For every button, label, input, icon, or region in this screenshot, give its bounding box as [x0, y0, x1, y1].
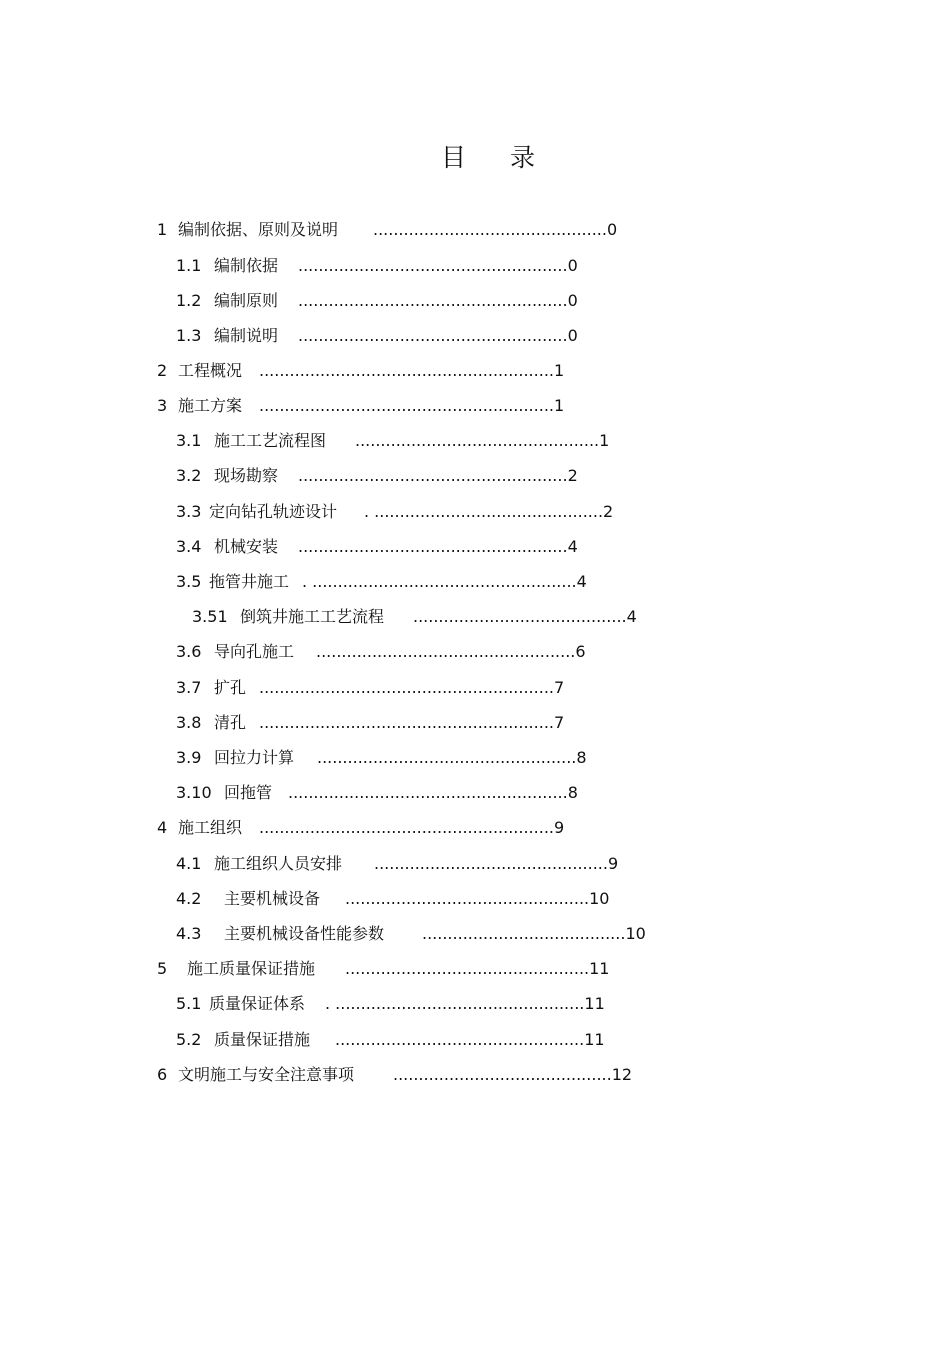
- toc-entry-number: 4.3: [176, 924, 202, 943]
- toc-entry-text: 施工方案: [178, 396, 243, 415]
- toc-entry-page: 10: [625, 924, 646, 943]
- toc-entry-number: 6: [157, 1065, 168, 1084]
- toc-entry-leader: ...........................................: [393, 1065, 612, 1084]
- toc-entry-number: 3.9: [176, 748, 202, 767]
- toc-entry[interactable]: [176, 992, 605, 1016]
- toc-entry-page: 7: [553, 713, 565, 732]
- toc-entry[interactable]: [157, 394, 564, 418]
- toc-entry-page: 6: [575, 642, 586, 661]
- toc-entry-text: 施工组织: [178, 818, 243, 837]
- toc-entry[interactable]: [176, 711, 564, 735]
- toc-entry-page: 8: [576, 748, 587, 767]
- toc-entry-page: 1: [553, 396, 565, 415]
- toc-entry-page: 1: [599, 431, 610, 450]
- toc-entry-number: 4: [157, 818, 168, 837]
- toc-entry-leader: ........................................: [422, 924, 626, 943]
- toc-entry-page: 4: [576, 572, 587, 591]
- toc-entry-text: 施工工艺流程图: [214, 431, 327, 450]
- toc-entry[interactable]: [176, 464, 578, 488]
- toc-entry-leader: . .............................................: [364, 502, 604, 521]
- toc-entry[interactable]: [176, 746, 587, 770]
- toc-entry-text: 机械安装: [214, 537, 279, 556]
- toc-entry-leader: .................................................: [335, 1030, 585, 1049]
- toc-entry-text: 主要机械设备: [224, 889, 321, 908]
- toc-entry-text: 编制说明: [214, 326, 279, 345]
- toc-entry-number: 5: [157, 959, 168, 978]
- toc-entry-leader: ...................................................: [316, 642, 576, 661]
- toc-entry[interactable]: [176, 887, 609, 911]
- toc-entry-page: 4: [567, 537, 578, 556]
- toc-entry-number: 3.5: [176, 572, 202, 591]
- toc-entry-number: 1.2: [176, 291, 202, 310]
- toc-entry-leader: ..........................................................: [259, 361, 554, 380]
- toc-entry[interactable]: [176, 500, 613, 524]
- toc-entry[interactable]: [157, 218, 617, 242]
- toc-entry-leader: .....................................................: [298, 326, 568, 345]
- toc-entry[interactable]: [157, 816, 564, 840]
- toc-entry-page: 11: [584, 994, 605, 1013]
- toc-entry-number: 5.2: [176, 1030, 202, 1049]
- toc-entry-number: 4.2: [176, 889, 202, 908]
- toc-entry-leader: . ....................................................: [302, 572, 577, 591]
- title-char-2: 录: [510, 143, 536, 172]
- toc-entry-leader: ..........................................: [413, 607, 627, 626]
- toc-entry-number: 3.1: [176, 431, 202, 450]
- toc-entry-number: 3: [157, 396, 168, 415]
- toc-entry-page: 2: [567, 466, 578, 485]
- toc-entry-number: 1: [157, 220, 168, 239]
- toc-entry-leader: ..........................................................: [259, 713, 554, 732]
- toc-entry-page: 0: [567, 326, 578, 345]
- toc-entry-number: 1.1: [176, 256, 202, 275]
- toc-entry-text: 施工组织人员安排: [214, 854, 343, 873]
- toc-entry-page: 7: [553, 678, 565, 697]
- toc-entry[interactable]: [157, 1063, 632, 1087]
- toc-entry-text: 工程概况: [178, 361, 243, 380]
- toc-entry-page: 4: [626, 607, 637, 626]
- toc-entry-number: 3.8: [176, 713, 202, 732]
- toc-entry-leader: ..............................................: [374, 854, 608, 873]
- toc-entry[interactable]: [157, 957, 609, 981]
- toc-entry-leader: . .................................................: [325, 994, 585, 1013]
- toc-entry[interactable]: [176, 289, 578, 313]
- toc-entry-leader: ..............................................: [373, 220, 607, 239]
- toc-entry-number: 1.3: [176, 326, 202, 345]
- toc-entry[interactable]: [176, 254, 578, 278]
- toc-entry-text: 施工质量保证措施: [187, 959, 316, 978]
- toc-entry-leader: ..........................................................: [259, 818, 554, 837]
- toc-entry-page: 11: [589, 959, 610, 978]
- toc-entry[interactable]: [176, 429, 609, 453]
- toc-entry-text: 拖管井施工: [209, 572, 290, 591]
- toc-entry-page: 9: [553, 818, 565, 837]
- toc-entry[interactable]: [176, 640, 586, 664]
- toc-entry-number: 4.1: [176, 854, 202, 873]
- toc-entry-number: 3.7: [176, 678, 202, 697]
- toc-entry-page: 0: [606, 220, 618, 239]
- toc-entry-leader: .....................................................: [298, 256, 568, 275]
- toc-entry-page: 8: [567, 783, 578, 802]
- toc-entry[interactable]: [176, 781, 578, 805]
- toc-entry-leader: ................................................: [345, 959, 590, 978]
- toc-entry-page: 0: [567, 291, 578, 310]
- toc-entry-text: 定向钻孔轨迹设计: [209, 502, 338, 521]
- toc-entry[interactable]: [176, 676, 564, 700]
- toc-entry-leader: ...................................................: [317, 748, 577, 767]
- toc-entry-leader: .....................................................: [298, 537, 568, 556]
- toc-entry[interactable]: [176, 1028, 605, 1052]
- toc-entry[interactable]: [176, 535, 578, 559]
- toc-entry-text: 扩孔: [214, 678, 247, 697]
- toc-entry-text: 主要机械设备性能参数: [224, 924, 385, 943]
- toc-entry-page: 9: [607, 854, 619, 873]
- toc-entry-text: 现场勘察: [214, 466, 279, 485]
- toc-entry-text: 文明施工与安全注意事项: [178, 1065, 355, 1084]
- toc-entry-text: 回拉力计算: [214, 748, 295, 767]
- toc-entry-page: 12: [611, 1065, 633, 1084]
- toc-entry-text: 导向孔施工: [214, 642, 295, 661]
- toc-entry-leader: ..........................................................: [259, 678, 554, 697]
- toc-entry-number: 3.3: [176, 502, 202, 521]
- toc-entry-text: 回拖管: [224, 783, 273, 802]
- toc-entry-text: 倒筑井施工工艺流程: [240, 607, 385, 626]
- toc-entry[interactable]: [176, 922, 646, 946]
- toc-entry-number: 5.1: [176, 994, 202, 1013]
- toc-entry-page: 1: [553, 361, 565, 380]
- toc-entry[interactable]: [192, 605, 637, 629]
- toc-entry-page: 0: [567, 256, 578, 275]
- toc-entry[interactable]: [176, 852, 618, 876]
- toc-entry-number: 3.6: [176, 642, 202, 661]
- toc-entry-text: 编制原则: [214, 291, 279, 310]
- toc-entry-leader: ..........................................................: [259, 396, 554, 415]
- toc-entry-number: 3.2: [176, 466, 202, 485]
- toc-entry-text: 编制依据、原则及说明: [178, 220, 339, 239]
- toc-entry-leader: .....................................................: [298, 291, 568, 310]
- toc-entry-number: 2: [157, 361, 168, 380]
- toc-entry-leader: .....................................................: [298, 466, 568, 485]
- toc-entry[interactable]: [176, 570, 587, 594]
- toc-entry-number: 3.10: [176, 783, 212, 802]
- toc-entry-page: 2: [603, 502, 614, 521]
- title-char-1: 目: [440, 143, 466, 172]
- toc-entry-text: 质量保证体系: [209, 994, 306, 1013]
- toc-entry[interactable]: [157, 359, 564, 383]
- toc-entry-number: 3.4: [176, 537, 202, 556]
- toc-entry-page: 11: [584, 1030, 605, 1049]
- toc-entry-leader: .......................................................: [288, 783, 568, 802]
- toc-entry-leader: ................................................: [355, 431, 600, 450]
- toc-entry-number: 3.51: [192, 607, 228, 626]
- toc-entry-text: 质量保证措施: [214, 1030, 311, 1049]
- toc-entry-text: 清孔: [214, 713, 247, 732]
- toc-entry[interactable]: [176, 324, 578, 348]
- toc-entry-page: 10: [589, 889, 610, 908]
- toc-entry-leader: ................................................: [345, 889, 590, 908]
- toc-entry-text: 编制依据: [214, 256, 279, 275]
